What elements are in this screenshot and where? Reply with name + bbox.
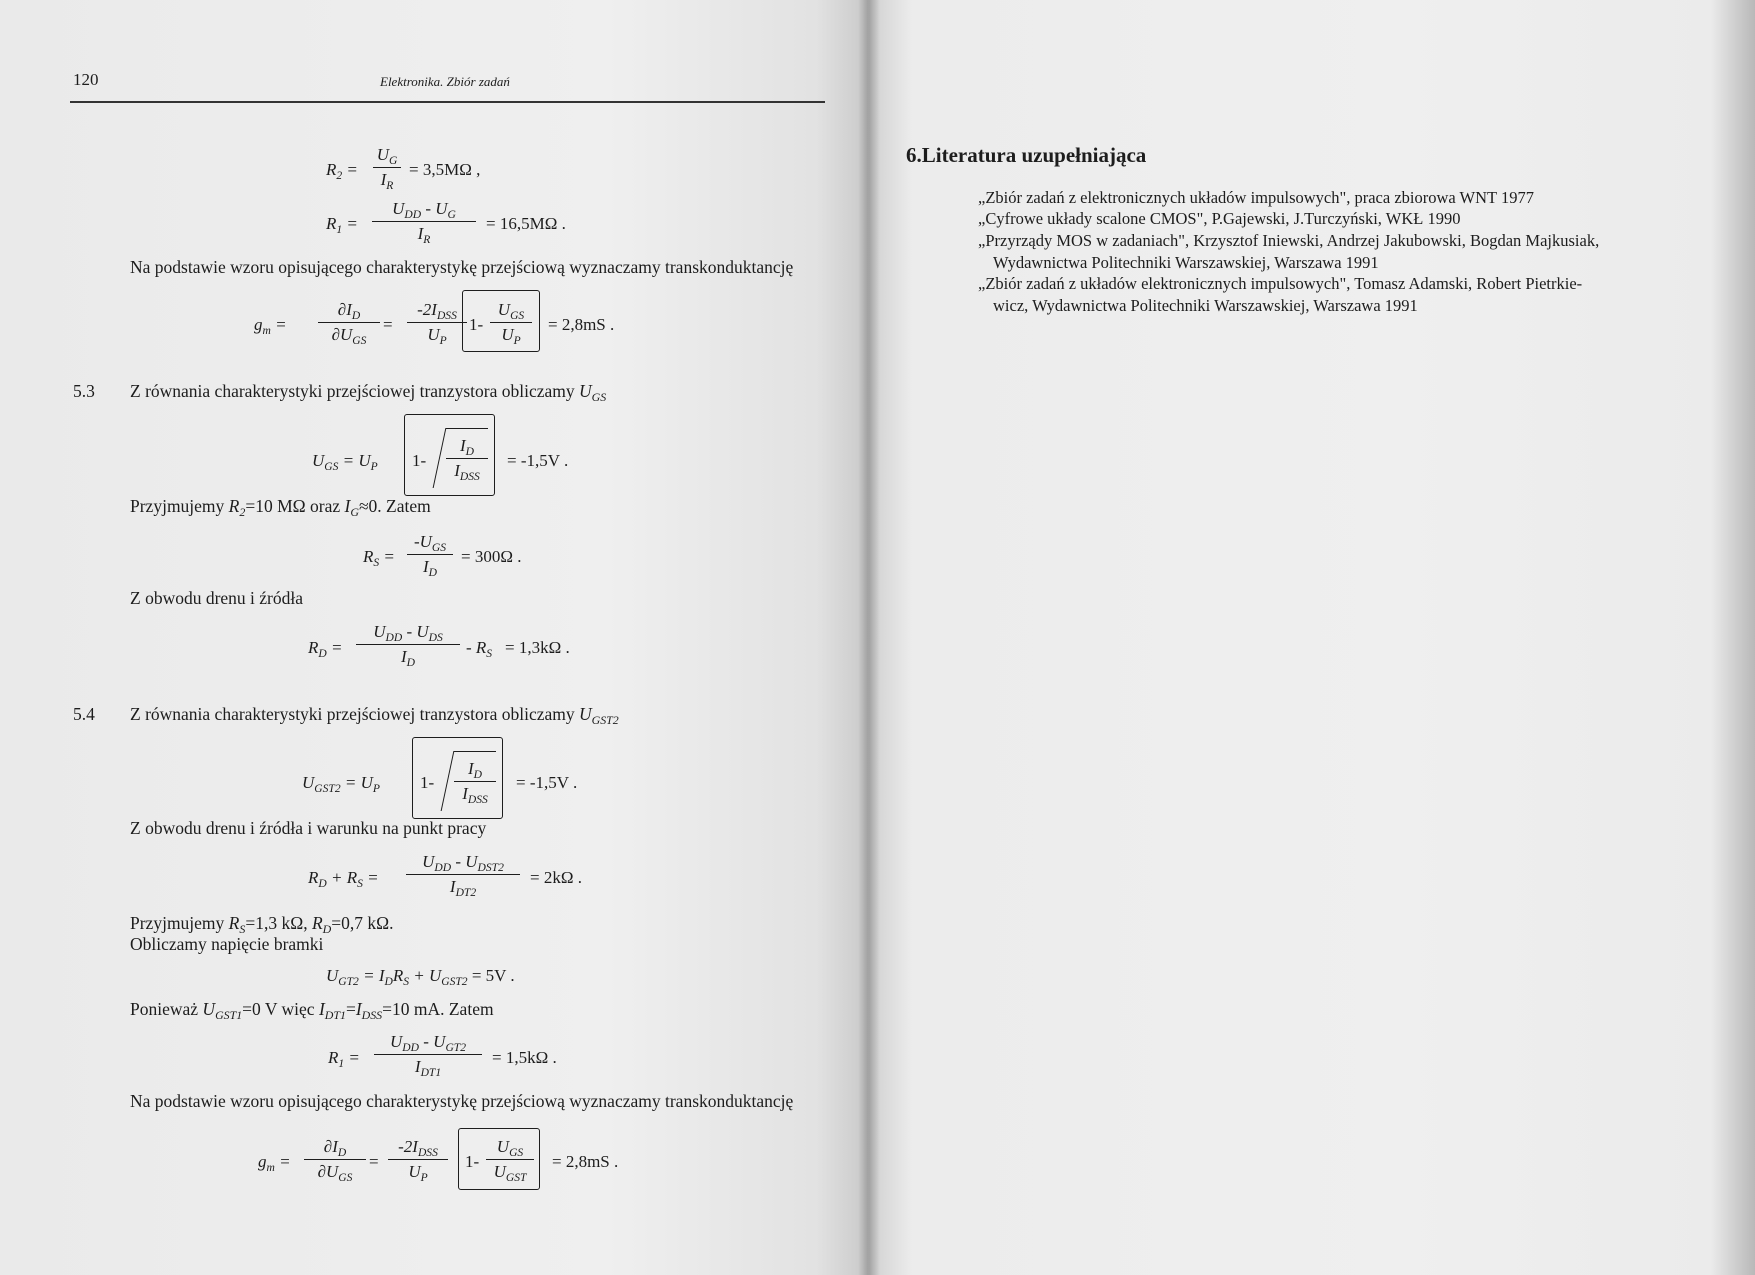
eq-gm2-equals: = [369, 1152, 379, 1171]
eq-ugst2-one-minus: 1- [420, 773, 435, 792]
eq-ugst2-sqrt-bar [454, 751, 496, 752]
eq-ugs-ratio: $I_D$ $I_{DSS}$ [446, 436, 488, 481]
section-number-5-4: 5.4 [73, 704, 95, 724]
eq-gm2-one-minus: 1- [465, 1152, 480, 1171]
text-assume-rs-rd: Przyjmujemy $R_S=1,3$ kΩ, $R_D=0,7$ kΩ. [130, 913, 394, 937]
eq-ugst2-ratio: $I_D$ $I_{DSS}$ [454, 759, 496, 804]
eq-r1-fraction: $U_{DD} - U_G$ $I_R$ [372, 199, 476, 244]
reference-2-line-1: „Cyfrowe układy scalone CMOS", P.Gajewski, J.Turczyński, WKŁ 1990 [978, 209, 1461, 228]
eq-gm2-ratio: $U_{GS}$ $U_{GST}$ [486, 1137, 534, 1182]
eq-gm-lhs: $g_m$ = [254, 315, 287, 338]
eq-r1-lhs: $R_1$ = [326, 214, 358, 237]
eq-gm2-result: = 2,8mS . [552, 1152, 619, 1171]
section-title: 6.Literatura uzupełniająca [906, 143, 1147, 167]
reference-1-line-1: „Zbiór zadań z elektronicznych układów impulsowych", praca zbiorowa WNT 1977 [978, 188, 1534, 207]
reference-1 [978, 187, 1534, 209]
section-5-4-text: Z równania charakterystyki przejściowej tranzystora obliczamy $U_{GST2}$ [130, 704, 619, 728]
eq-r1-result: = 16,5MΩ . [486, 214, 566, 233]
eq-rs-fraction: $-U_{GS}$ $I_D$ [407, 532, 453, 577]
eq-gm-derivative: $\partial I_D$ $\partial U_{GS}$ [318, 300, 380, 345]
reference-4 [978, 273, 1582, 316]
eq-rs-lhs: $R_S$ = [363, 547, 395, 570]
eq-rd-result: = 1,3kΩ . [505, 638, 570, 657]
eq-ugt2: $U_{GT2} = I_DR_S + U_{GST2} = 5V$ . [326, 966, 515, 989]
reference-3-line-2: Wydawnictwa Politechniki Warszawskiej, Warszawa 1991 [993, 252, 1379, 272]
eq-r1-s54-fraction: $U_{DD} - U_{GT2}$ $I_{DT1}$ [374, 1032, 482, 1077]
header-rule [70, 101, 825, 103]
eq-gm2-coefficient: $-2I_{DSS}$ $U_P$ [388, 1137, 448, 1182]
eq-ugs-sqrt-bar [446, 428, 488, 429]
left-page [0, 0, 868, 1275]
running-header: Elektronika. Zbiór zadań [380, 74, 510, 89]
eq-ugst2-lhs: $U_{GST2} = U_P$ [302, 773, 380, 796]
eq-r2-result: = 3,5MΩ , [409, 160, 481, 179]
reference-4-line-1: „Zbiór zadań z układów elektronicznych impulsowych", Tomasz Adamski, Robert Pietrkie- [978, 274, 1583, 293]
reference-2 [978, 208, 1460, 230]
section-5-3-text: Z równania charakterystyki przejściowej tranzystora obliczamy $U_{GS}$ [130, 381, 607, 405]
reference-4-line-2: wicz, Wydawnictwa Politechniki Warszawskiej, Warszawa 1991 [993, 295, 1418, 315]
eq-r1-s54-result: = 1,5kΩ . [492, 1048, 557, 1067]
eq-rdrs-lhs: $R_D + R_S$ = [308, 868, 379, 891]
eq-rd-fraction: $U_{DD} - U_{DS}$ $I_D$ [356, 622, 460, 667]
eq-rd-tail: - $R_S$ [466, 638, 493, 661]
eq-rdrs-result: = 2kΩ . [530, 868, 582, 887]
page-number: 120 [73, 70, 99, 89]
eq-ugst2-result: = -1,5V . [516, 773, 578, 792]
eq-gm-one-minus: 1- [469, 315, 484, 334]
eq-ugs-result: = -1,5V . [507, 451, 569, 470]
eq-gm-ratio: $U_{GS}$ $U_P$ [490, 300, 532, 345]
text-gate-voltage: Obliczamy napięcie bramki [130, 934, 324, 954]
text-since: Ponieważ $U_{GST1}=0$ V więc $I_{DT1}=I_{DSS}=10$ mA. Zatem [130, 999, 494, 1023]
text-assume-r2: Przyjmujemy $R_2=10$ MΩ oraz $I_G\approx 0$. Zatem [130, 496, 431, 520]
right-page [868, 0, 1755, 1275]
eq-gm2-derivative: $\partial I_D$ $\partial U_{GS}$ [304, 1137, 366, 1182]
book-binding-shadow [858, 0, 880, 1275]
eq-ugs-one-minus: 1- [412, 451, 427, 470]
reference-3 [978, 230, 1599, 273]
reference-3-line-1: „Przyrządy MOS w zadaniach", Krzysztof Iniewski, Andrzej Jakubowski, Bogdan Majkusiak, [978, 231, 1600, 250]
text-transconductance-s54: Na podstawie wzoru opisującego charakterystykę przejściową wyznaczamy transkonduktancję [130, 1091, 794, 1111]
eq-gm-coefficient: $-2I_{DSS}$ $U_P$ [407, 300, 467, 345]
eq-r2-lhs: $R_2$ = [326, 160, 358, 183]
eq-gm-result: = 2,8mS . [548, 315, 615, 334]
eq-r2-fraction: $\frac{U_G}{I_R}$ [373, 145, 401, 190]
eq-rs-result: = 300Ω . [461, 547, 522, 566]
section-number-5-3: 5.3 [73, 381, 95, 401]
text-drain-source: Z obwodu drenu i źródła [130, 588, 304, 608]
text-transconductance-intro: Na podstawie wzoru opisującego charakterystykę przejściową wyznaczamy transkonduktancję [130, 257, 794, 277]
eq-gm-equals: = [383, 315, 393, 334]
eq-r1-s54-lhs: $R_1$ = [328, 1048, 360, 1071]
eq-rd-lhs: $R_D$ = [308, 638, 343, 661]
eq-rdrs-fraction: $U_{DD} - U_{DST2}$ $I_{DT2}$ [406, 852, 520, 897]
text-operating-point: Z obwodu drenu i źródła i warunku na punkt pracy [130, 818, 487, 838]
eq-gm2-lhs: $g_m$ = [258, 1152, 291, 1175]
eq-ugs-lhs: $U_{GS} = U_P$ [312, 451, 378, 474]
